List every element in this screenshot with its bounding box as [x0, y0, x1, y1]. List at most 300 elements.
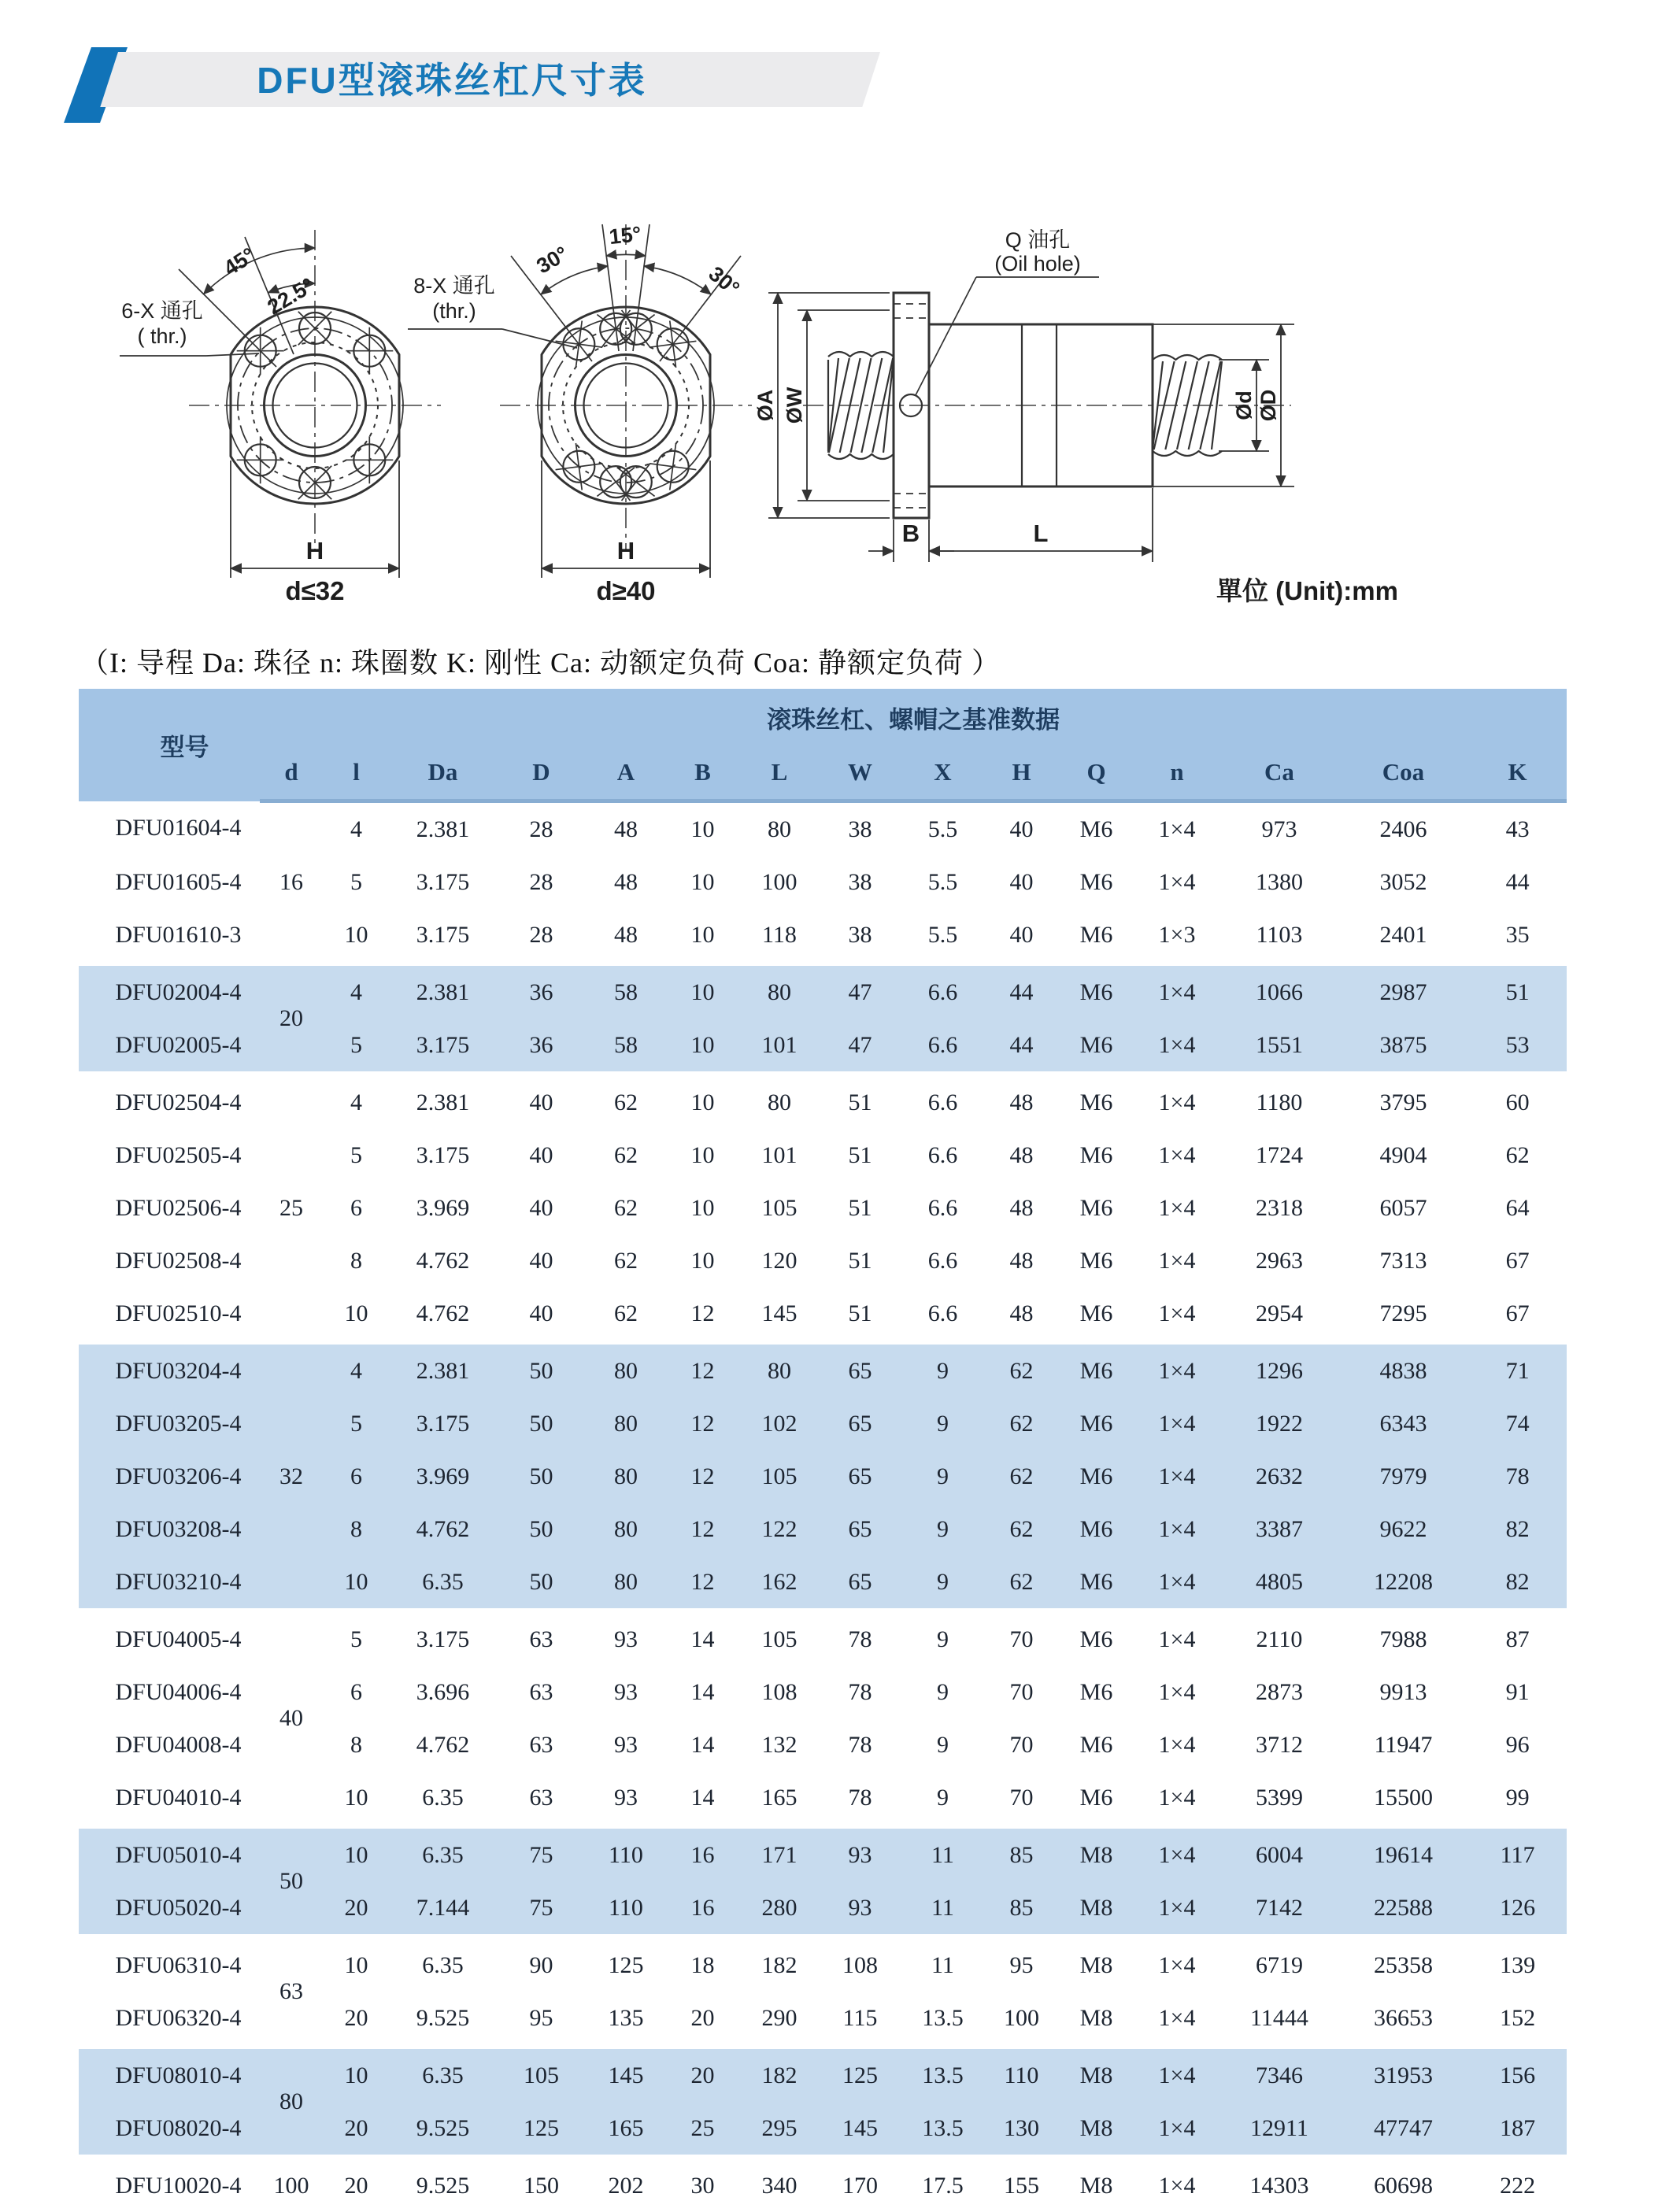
col-X: X — [901, 745, 984, 801]
d-group-value: 20 — [260, 964, 323, 1074]
cell-value: 8 — [323, 1503, 390, 1555]
cell-value: 20 — [323, 2102, 390, 2157]
d-group-value: 63 — [260, 1936, 323, 2047]
cell-value: 171 — [740, 1826, 819, 1881]
cell-value: 80 — [740, 1074, 819, 1129]
cell-value: 182 — [740, 1936, 819, 1992]
cell-value: 62 — [984, 1397, 1059, 1450]
cell-value: 6.35 — [390, 1936, 496, 1992]
h-dim-label: H — [306, 537, 324, 564]
hole-callout: 8-X 通孔 — [413, 274, 495, 298]
cell-value: 48 — [587, 801, 665, 856]
cell-value: 10 — [323, 1771, 390, 1826]
cell-value: 152 — [1468, 1992, 1567, 2047]
cell-value: 20 — [323, 1881, 390, 1936]
cell-value: 1×4 — [1134, 964, 1220, 1019]
d-group-value: 40 — [260, 1611, 323, 1826]
cell-value: 62 — [587, 1182, 665, 1234]
cell-value: 51 — [1468, 964, 1567, 1019]
cell-value: 105 — [740, 1450, 819, 1503]
cell-value: 6719 — [1220, 1936, 1338, 1992]
cell-value: 6057 — [1338, 1182, 1468, 1234]
cell-value: 1×4 — [1134, 856, 1220, 908]
cell-value: 9 — [901, 1555, 984, 1611]
cell-value: 6004 — [1220, 1826, 1338, 1881]
dia-d-outer-label: ØD — [1256, 390, 1280, 422]
cell-value: 38 — [819, 856, 901, 908]
cell-value: 1×4 — [1134, 2102, 1220, 2157]
cell-value: 4805 — [1220, 1555, 1338, 1611]
cell-value: 295 — [740, 2102, 819, 2157]
angle-label: 30° — [532, 242, 572, 278]
cell-value: 50 — [496, 1450, 587, 1503]
table-row — [79, 1074, 1567, 1129]
cell-value: 1724 — [1220, 1129, 1338, 1182]
cell-value: 1551 — [1220, 1019, 1338, 1074]
cell-value: 1×4 — [1134, 1992, 1220, 2047]
model-number: DFU03210-4 — [79, 1555, 260, 1611]
cell-value: M6 — [1059, 1450, 1134, 1503]
cell-value: 13.5 — [901, 1992, 984, 2047]
cell-value: M8 — [1059, 2047, 1134, 2102]
cell-value: 78 — [819, 1611, 901, 1666]
cell-value: 60698 — [1338, 2157, 1468, 2212]
cell-value: 1×4 — [1134, 1019, 1220, 1074]
cell-value: 7295 — [1338, 1287, 1468, 1342]
cell-value: 85 — [984, 1881, 1059, 1936]
cell-value: M6 — [1059, 1503, 1134, 1555]
cell-value: M6 — [1059, 1287, 1134, 1342]
cell-value: 5.5 — [901, 908, 984, 964]
cell-value: 126 — [1468, 1881, 1567, 1936]
cell-value: 165 — [587, 2102, 665, 2157]
model-number: DFU02508-4 — [79, 1234, 260, 1287]
cell-value: 6.6 — [901, 1182, 984, 1234]
cell-value: 11 — [901, 1826, 984, 1881]
cell-value: 6 — [323, 1450, 390, 1503]
cell-value: 62 — [984, 1450, 1059, 1503]
hole-callout: (thr.) — [432, 299, 476, 323]
cell-value: 63 — [496, 1771, 587, 1826]
cell-value: 4.762 — [390, 1503, 496, 1555]
model-number: DFU01610-3 — [79, 908, 260, 964]
cell-value: 1×4 — [1134, 1074, 1220, 1129]
cell-value: 1×4 — [1134, 801, 1220, 856]
cell-value: 1×4 — [1134, 2157, 1220, 2212]
cell-value: 4.762 — [390, 1287, 496, 1342]
col-H: H — [984, 745, 1059, 801]
cell-value: 340 — [740, 2157, 819, 2212]
cell-value: 6.6 — [901, 964, 984, 1019]
cell-value: 12 — [665, 1342, 740, 1397]
cell-value: 1×4 — [1134, 1129, 1220, 1182]
model-number: DFU02005-4 — [79, 1019, 260, 1074]
cell-value: 10 — [665, 1019, 740, 1074]
model-number: DFU03204-4 — [79, 1342, 260, 1397]
cell-value: M8 — [1059, 1936, 1134, 1992]
model-number: DFU02004-4 — [79, 964, 260, 1019]
cell-value: 170 — [819, 2157, 901, 2212]
cell-value: 9622 — [1338, 1503, 1468, 1555]
cell-value: 202 — [587, 2157, 665, 2212]
cell-value: 100 — [740, 856, 819, 908]
cell-value: 50 — [496, 1555, 587, 1611]
cell-value: M8 — [1059, 1826, 1134, 1881]
model-number: DFU04008-4 — [79, 1718, 260, 1771]
cell-value: 117 — [1468, 1826, 1567, 1881]
cell-value: 4 — [323, 801, 390, 856]
model-number: DFU06310-4 — [79, 1936, 260, 1992]
cell-value: 75 — [496, 1881, 587, 1936]
spec-table — [79, 689, 1567, 2212]
cell-value: 25358 — [1338, 1936, 1468, 1992]
cell-value: 74 — [1468, 1397, 1567, 1450]
cell-value: 1×4 — [1134, 1450, 1220, 1503]
l-dim-label: L — [1034, 520, 1049, 547]
d-group-value: 25 — [260, 1074, 323, 1342]
cell-value: 25 — [665, 2102, 740, 2157]
cell-value: 13.5 — [901, 2047, 984, 2102]
cell-value: 16 — [665, 1826, 740, 1881]
cell-value: 20 — [323, 1992, 390, 2047]
cell-value: 5 — [323, 856, 390, 908]
table-row — [79, 1342, 1567, 1397]
cell-value: M6 — [1059, 1771, 1134, 1826]
cell-value: 1×4 — [1134, 1771, 1220, 1826]
cell-value: 3.175 — [390, 1129, 496, 1182]
cell-value: 38 — [819, 908, 901, 964]
cell-value: M8 — [1059, 1992, 1134, 2047]
cell-value: 6.6 — [901, 1074, 984, 1129]
cell-value: 4904 — [1338, 1129, 1468, 1182]
cell-value: M6 — [1059, 1718, 1134, 1771]
cell-value: 19614 — [1338, 1826, 1468, 1881]
cell-value: 290 — [740, 1992, 819, 2047]
cell-value: 2406 — [1338, 801, 1468, 856]
oil-hole-label: Q 油孔 — [1005, 228, 1071, 252]
cell-value: 9 — [901, 1718, 984, 1771]
cell-value: 30 — [665, 2157, 740, 2212]
cell-value: 40 — [496, 1287, 587, 1342]
model-number: DFU03206-4 — [79, 1450, 260, 1503]
cell-value: 2873 — [1220, 1666, 1338, 1718]
cell-value: 38 — [819, 801, 901, 856]
cell-value: 6.6 — [901, 1287, 984, 1342]
cell-value: 9 — [901, 1450, 984, 1503]
cell-value: 15500 — [1338, 1771, 1468, 1826]
cell-value: 62 — [984, 1555, 1059, 1611]
table-row — [79, 964, 1567, 1019]
cell-value: 7313 — [1338, 1234, 1468, 1287]
cell-value: 12 — [665, 1397, 740, 1450]
cell-value: 40 — [984, 801, 1059, 856]
cell-value: 82 — [1468, 1555, 1567, 1611]
cell-value: 95 — [496, 1992, 587, 2047]
cell-value: M6 — [1059, 908, 1134, 964]
cell-value: 12 — [665, 1287, 740, 1342]
cell-value: 51 — [819, 1129, 901, 1182]
cell-value: 105 — [496, 2047, 587, 2102]
cell-value: 47 — [819, 964, 901, 1019]
cell-value: 35 — [1468, 908, 1567, 964]
cell-value: 5 — [323, 1611, 390, 1666]
cell-value: 62 — [587, 1234, 665, 1287]
cell-value: 145 — [587, 2047, 665, 2102]
cell-value: 1×4 — [1134, 1555, 1220, 1611]
cell-value: 51 — [819, 1287, 901, 1342]
cell-value: 4.762 — [390, 1718, 496, 1771]
cell-value: 40 — [496, 1234, 587, 1287]
cell-value: 3.175 — [390, 856, 496, 908]
cell-value: 16 — [665, 1881, 740, 1936]
cell-value: 62 — [1468, 1129, 1567, 1182]
cell-value: 2632 — [1220, 1450, 1338, 1503]
cell-value: 162 — [740, 1555, 819, 1611]
cell-value: 87 — [1468, 1611, 1567, 1666]
cell-value: 9 — [901, 1397, 984, 1450]
thread-crest — [1153, 355, 1222, 360]
cell-value: 1×4 — [1134, 1611, 1220, 1666]
cell-value: 78 — [819, 1771, 901, 1826]
cell-value: 8 — [323, 1718, 390, 1771]
cell-value: 28 — [496, 856, 587, 908]
cell-value: 9 — [901, 1342, 984, 1397]
cell-value: 6.6 — [901, 1234, 984, 1287]
cell-value: 99 — [1468, 1771, 1567, 1826]
unit-note: 單位 (Unit):mm — [1216, 576, 1398, 605]
cell-value: 1×4 — [1134, 1342, 1220, 1397]
cell-value: 2318 — [1220, 1182, 1338, 1234]
cell-value: 96 — [1468, 1718, 1567, 1771]
col-K: K — [1468, 745, 1567, 801]
cell-value: M6 — [1059, 1129, 1134, 1182]
angle-label: 15° — [608, 222, 642, 249]
header-data-title: 滚珠丝杠、螺帽之基准数据 — [260, 689, 1567, 745]
side-view — [753, 228, 1398, 605]
cell-value: 58 — [587, 1019, 665, 1074]
table-row — [79, 1936, 1567, 1992]
cell-value: 973 — [1220, 801, 1338, 856]
cell-value: 60 — [1468, 1074, 1567, 1129]
cell-value: 6.35 — [390, 1771, 496, 1826]
cell-value: 10 — [323, 1826, 390, 1881]
view-caption: d≤32 — [286, 576, 345, 605]
cell-value: 50 — [496, 1397, 587, 1450]
cell-value: 78 — [819, 1718, 901, 1771]
cell-value: 51 — [819, 1074, 901, 1129]
cell-value: 6.35 — [390, 1826, 496, 1881]
model-number: DFU04006-4 — [79, 1666, 260, 1718]
cell-value: 132 — [740, 1718, 819, 1771]
cell-value: 53 — [1468, 1019, 1567, 1074]
cell-value: 63 — [496, 1611, 587, 1666]
b-dim-label: B — [902, 520, 920, 547]
cell-value: 51 — [819, 1234, 901, 1287]
cell-value: 78 — [1468, 1450, 1567, 1503]
cell-value: 5.5 — [901, 801, 984, 856]
cell-value: 11444 — [1220, 1992, 1338, 2047]
cell-value: M6 — [1059, 1182, 1134, 1234]
cell-value: 75 — [496, 1826, 587, 1881]
cell-value: 36 — [496, 964, 587, 1019]
cell-value: 1×4 — [1134, 1881, 1220, 1936]
d-group-value: 32 — [260, 1342, 323, 1611]
cell-value: 6.6 — [901, 1129, 984, 1182]
cell-value: 3052 — [1338, 856, 1468, 908]
table-row — [79, 2047, 1567, 2102]
cell-value: 10 — [665, 1074, 740, 1129]
cell-value: 135 — [587, 1992, 665, 2047]
thread-root — [828, 454, 894, 459]
cell-value: 36653 — [1338, 1992, 1468, 2047]
cell-value: 122 — [740, 1503, 819, 1555]
cell-value: 40 — [496, 1074, 587, 1129]
cell-value: 70 — [984, 1771, 1059, 1826]
front-view-small — [120, 230, 441, 605]
cell-value: M6 — [1059, 1666, 1134, 1718]
cell-value: 1×4 — [1134, 2047, 1220, 2102]
cell-value: 6.35 — [390, 1555, 496, 1611]
cell-value: 50 — [496, 1342, 587, 1397]
cell-value: 7988 — [1338, 1611, 1468, 1666]
model-number: DFU06320-4 — [79, 1992, 260, 2047]
cell-value: 9 — [901, 1666, 984, 1718]
cell-value: 108 — [819, 1936, 901, 1992]
cell-value: 125 — [587, 1936, 665, 1992]
cell-value: 110 — [587, 1881, 665, 1936]
cell-value: 65 — [819, 1397, 901, 1450]
cell-value: 80 — [587, 1555, 665, 1611]
cell-value: 1066 — [1220, 964, 1338, 1019]
cell-value: 80 — [587, 1450, 665, 1503]
cell-value: 3.175 — [390, 1019, 496, 1074]
cell-value: 93 — [587, 1718, 665, 1771]
cell-value: 1×4 — [1134, 1718, 1220, 1771]
cell-value: 102 — [740, 1397, 819, 1450]
cell-value: 3712 — [1220, 1718, 1338, 1771]
table-row — [79, 2157, 1567, 2212]
cell-value: 48 — [984, 1234, 1059, 1287]
model-number: DFU02510-4 — [79, 1287, 260, 1342]
col-da: Da — [390, 745, 496, 801]
cell-value: 93 — [587, 1611, 665, 1666]
cell-value: 80 — [587, 1342, 665, 1397]
cell-value: 1×4 — [1134, 1397, 1220, 1450]
col-D: D — [496, 745, 587, 801]
cell-value: 10 — [665, 908, 740, 964]
model-number: DFU03205-4 — [79, 1397, 260, 1450]
cell-value: 85 — [984, 1826, 1059, 1881]
hole-callout: 6-X 通孔 — [121, 299, 203, 323]
model-number: DFU04010-4 — [79, 1771, 260, 1826]
technical-drawing — [0, 0, 1658, 653]
cell-value: 63 — [496, 1666, 587, 1718]
cell-value: 3.969 — [390, 1182, 496, 1234]
cell-value: 2.381 — [390, 801, 496, 856]
cell-value: 9.525 — [390, 1992, 496, 2047]
cell-value: 10 — [323, 1287, 390, 1342]
model-number: DFU01604-4 — [79, 801, 260, 856]
cell-value: 9.525 — [390, 2102, 496, 2157]
cell-value: 18 — [665, 1936, 740, 1992]
cell-value: 101 — [740, 1129, 819, 1182]
spec-table-body — [79, 801, 1567, 2212]
legend-line: （I: 导程 Da: 珠径 n: 珠圈数 K: 刚性 Ca: 动额定负荷 Coa: 静额定负荷 ） — [80, 641, 1576, 681]
cell-value: 4.762 — [390, 1234, 496, 1287]
cell-value: 2401 — [1338, 908, 1468, 964]
model-number: DFU04005-4 — [79, 1611, 260, 1666]
cell-value: M6 — [1059, 1555, 1134, 1611]
col-Q: Q — [1059, 745, 1134, 801]
cell-value: 3387 — [1220, 1503, 1338, 1555]
model-number: DFU02504-4 — [79, 1074, 260, 1129]
cell-value: 5 — [323, 1397, 390, 1450]
cell-value: 280 — [740, 1881, 819, 1936]
cell-value: 7979 — [1338, 1450, 1468, 1503]
cell-value: 93 — [587, 1666, 665, 1718]
cell-value: 1×4 — [1134, 1503, 1220, 1555]
cell-value: 62 — [984, 1503, 1059, 1555]
d-group-value: 16 — [260, 801, 323, 964]
cell-value: M8 — [1059, 1881, 1134, 1936]
cell-value: 110 — [984, 2047, 1059, 2102]
cell-value: 2.381 — [390, 1342, 496, 1397]
cell-value: 40 — [496, 1129, 587, 1182]
cell-value: 62 — [587, 1287, 665, 1342]
table-header-row — [79, 689, 1567, 745]
cell-value: 7142 — [1220, 1881, 1338, 1936]
cell-value: 10 — [665, 856, 740, 908]
angle-label: 22.5° — [263, 273, 318, 319]
cell-value: 1×4 — [1134, 1666, 1220, 1718]
cell-value: 12 — [665, 1503, 740, 1555]
cell-value: 28 — [496, 801, 587, 856]
cell-value: 48 — [984, 1287, 1059, 1342]
hole-callout: ( thr.) — [137, 324, 187, 348]
col-B: B — [665, 745, 740, 801]
cell-value: 51 — [819, 1182, 901, 1234]
cell-value: 82 — [1468, 1503, 1567, 1555]
cell-value: 80 — [740, 801, 819, 856]
oil-hole-label: (Oil hole) — [994, 252, 1081, 276]
cell-value: 93 — [819, 1826, 901, 1881]
cell-value: 70 — [984, 1666, 1059, 1718]
cell-value: 44 — [984, 964, 1059, 1019]
cell-value: 10 — [665, 964, 740, 1019]
cell-value: 44 — [984, 1019, 1059, 1074]
cell-value: 14303 — [1220, 2157, 1338, 2212]
table-row — [79, 801, 1567, 856]
cell-value: 62 — [984, 1342, 1059, 1397]
cell-value: 48 — [984, 1074, 1059, 1129]
col-Coa: Coa — [1338, 745, 1468, 801]
cell-value: 65 — [819, 1555, 901, 1611]
d-group-value: 80 — [260, 2047, 323, 2157]
col-l: l — [323, 745, 390, 801]
cell-value: 11 — [901, 1881, 984, 1936]
angle-label: 45° — [220, 243, 260, 280]
cell-value: 6.35 — [390, 2047, 496, 2102]
cell-value: 95 — [984, 1936, 1059, 1992]
cell-value: M6 — [1059, 1019, 1134, 1074]
cell-value: 9.525 — [390, 2157, 496, 2212]
cell-value: 14 — [665, 1771, 740, 1826]
cell-value: 44 — [1468, 856, 1567, 908]
cell-value: 40 — [984, 908, 1059, 964]
cell-value: 2963 — [1220, 1234, 1338, 1287]
cell-value: 3.696 — [390, 1666, 496, 1718]
cell-value: M6 — [1059, 1611, 1134, 1666]
